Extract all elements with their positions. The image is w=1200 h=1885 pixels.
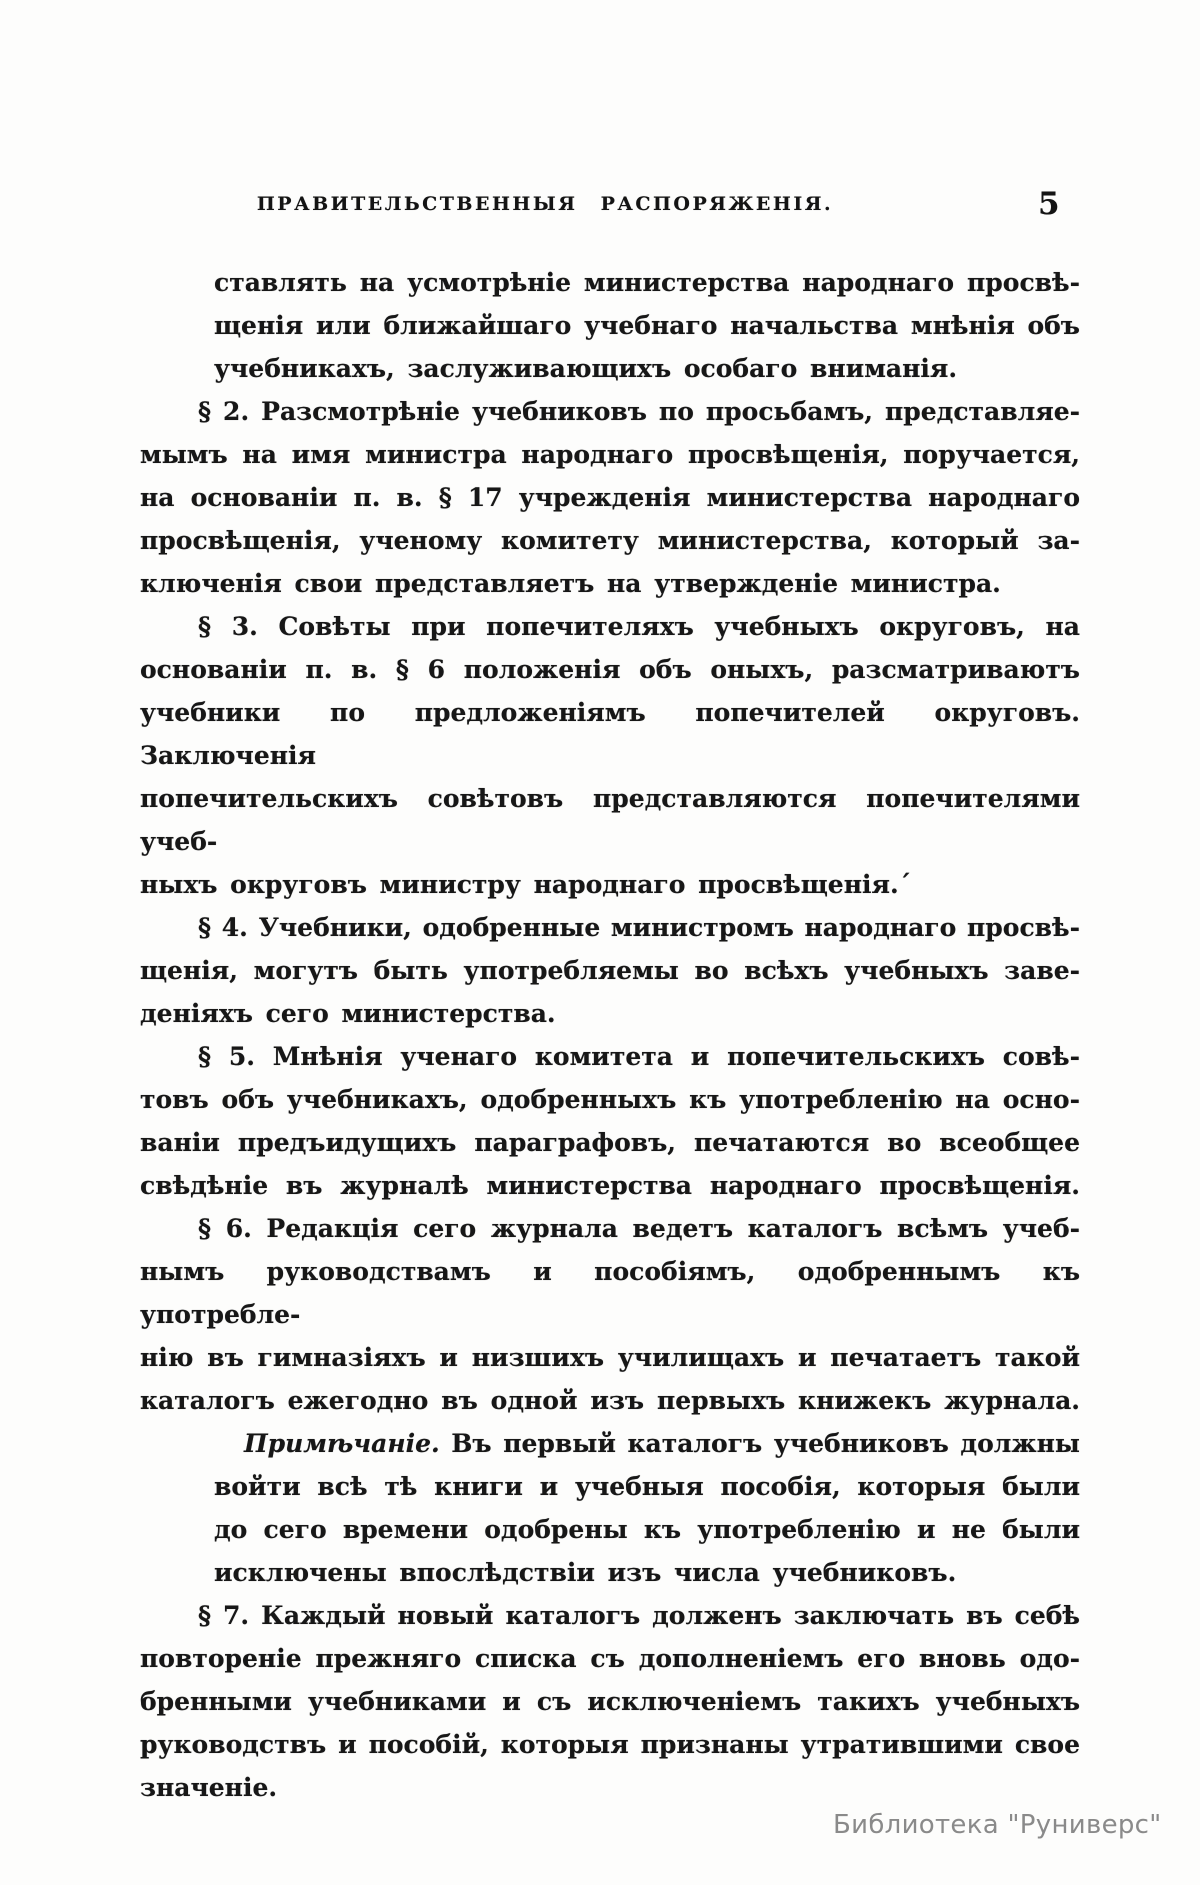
library-watermark: Библиотека "Руниверс" xyxy=(833,1810,1162,1840)
text-line: ключенія свои представляетъ на утвержденіе министра. xyxy=(140,569,1001,598)
text-line: нымъ руководствамъ и пособіямъ, одобреннымъ къ употребле- xyxy=(140,1257,1080,1329)
text-line: § 5. Мнѣнія ученаго комитета и попечительскихъ совѣ- xyxy=(198,1042,1080,1071)
text-line: ставлять на усмотрѣніе министерства народнаго просвѣ- xyxy=(214,268,1080,297)
text-line: § 3. Совѣты при попечителяхъ учебныхъ округовъ, на xyxy=(198,612,1080,641)
section-5 xyxy=(140,1035,1080,1207)
text-line: бренными учебниками и съ исключеніемъ такихъ учебныхъ xyxy=(140,1687,1080,1716)
text-line: ваніи предъидущихъ параграфовъ, печатаются во всеобщее xyxy=(140,1128,1080,1157)
note-lead: Примѣчаніе. xyxy=(244,1429,440,1458)
continuation-paragraph xyxy=(214,261,1080,390)
text-line: на основаніи п. в. § 17 учрежденія министерства народнаго xyxy=(140,483,1080,512)
text-line: § 6. Редакція сего журнала ведетъ каталогъ всѣмъ учеб- xyxy=(198,1214,1080,1243)
text-line: попечительскихъ совѣтовъ представляются попечителями учеб- xyxy=(140,784,1080,856)
text-line: щенія, могутъ быть употребляемы во всѣхъ учебныхъ заве- xyxy=(140,956,1080,985)
text-line: каталогъ ежегодно въ одной изъ первыхъ книжекъ журнала. xyxy=(140,1386,1080,1415)
text-line: повтореніе прежняго списка съ дополненіемъ его вновь одо- xyxy=(140,1644,1080,1673)
text-block xyxy=(140,261,1080,1809)
text-line: щенія или ближайшаго учебнаго начальства мнѣнія объ xyxy=(214,311,1080,340)
header-title: ПРАВИТЕЛЬСТВЕННЫЯ РАСПОРЯЖЕНІЯ. xyxy=(256,193,834,215)
text-line: руководствъ и пособій, которыя признаны утратившими свое xyxy=(140,1730,1080,1759)
section-6 xyxy=(140,1207,1080,1422)
section-3 xyxy=(140,605,1080,906)
text-line: деніяхъ сего министерства. xyxy=(140,999,556,1028)
text-line: мымъ на имя министра народнаго просвѣщенія, поручается, xyxy=(140,440,1080,469)
text-line: просвѣщенія, ученому комитету министерства, который за- xyxy=(140,526,1080,555)
text-line: учебникахъ, заслуживающихъ особаго вниманія. xyxy=(214,354,958,383)
text-line: свѣдѣніе въ журналѣ министерства народнаго просвѣщенія. xyxy=(140,1171,1080,1200)
text-line: Примѣчаніе. Въ первый каталогъ учебниковъ должны xyxy=(244,1429,1080,1458)
note-paragraph xyxy=(214,1422,1080,1594)
text-line: товъ объ учебникахъ, одобренныхъ къ употребленію на осно- xyxy=(140,1085,1080,1114)
text-line: § 2. Разсмотрѣніе учебниковъ по просьбамъ, представляе- xyxy=(198,397,1080,426)
text-line: до сего времени одобрены къ употребленію и не были xyxy=(214,1515,1080,1544)
text-line: ныхъ округовъ министру народнаго просвѣщенія.´ xyxy=(140,870,912,899)
text-line: исключены впослѣдствіи изъ числа учебниковъ. xyxy=(214,1558,957,1587)
page-number: 5 xyxy=(1038,186,1060,222)
text-line: нію въ гимназіяхъ и низшихъ училищахъ и печатаетъ такой xyxy=(140,1343,1080,1372)
running-header xyxy=(140,193,950,215)
text-line: § 7. Каждый новый каталогъ долженъ заключать въ себѣ xyxy=(198,1601,1080,1630)
section-7 xyxy=(140,1594,1080,1809)
text-line: § 4. Учебники, одобренные министромъ народнаго просвѣ- xyxy=(198,913,1080,942)
text-line: значеніе. xyxy=(140,1773,278,1802)
section-4 xyxy=(140,906,1080,1035)
text-line: войти всѣ тѣ книги и учебныя пособія, которыя были xyxy=(214,1472,1080,1501)
text-line: учебники по предложеніямъ попечителей округовъ. Заключенія xyxy=(140,698,1080,770)
text-line: основаніи п. в. § 6 положенія объ оныхъ, разсматриваютъ xyxy=(140,655,1080,684)
section-2 xyxy=(140,390,1080,605)
